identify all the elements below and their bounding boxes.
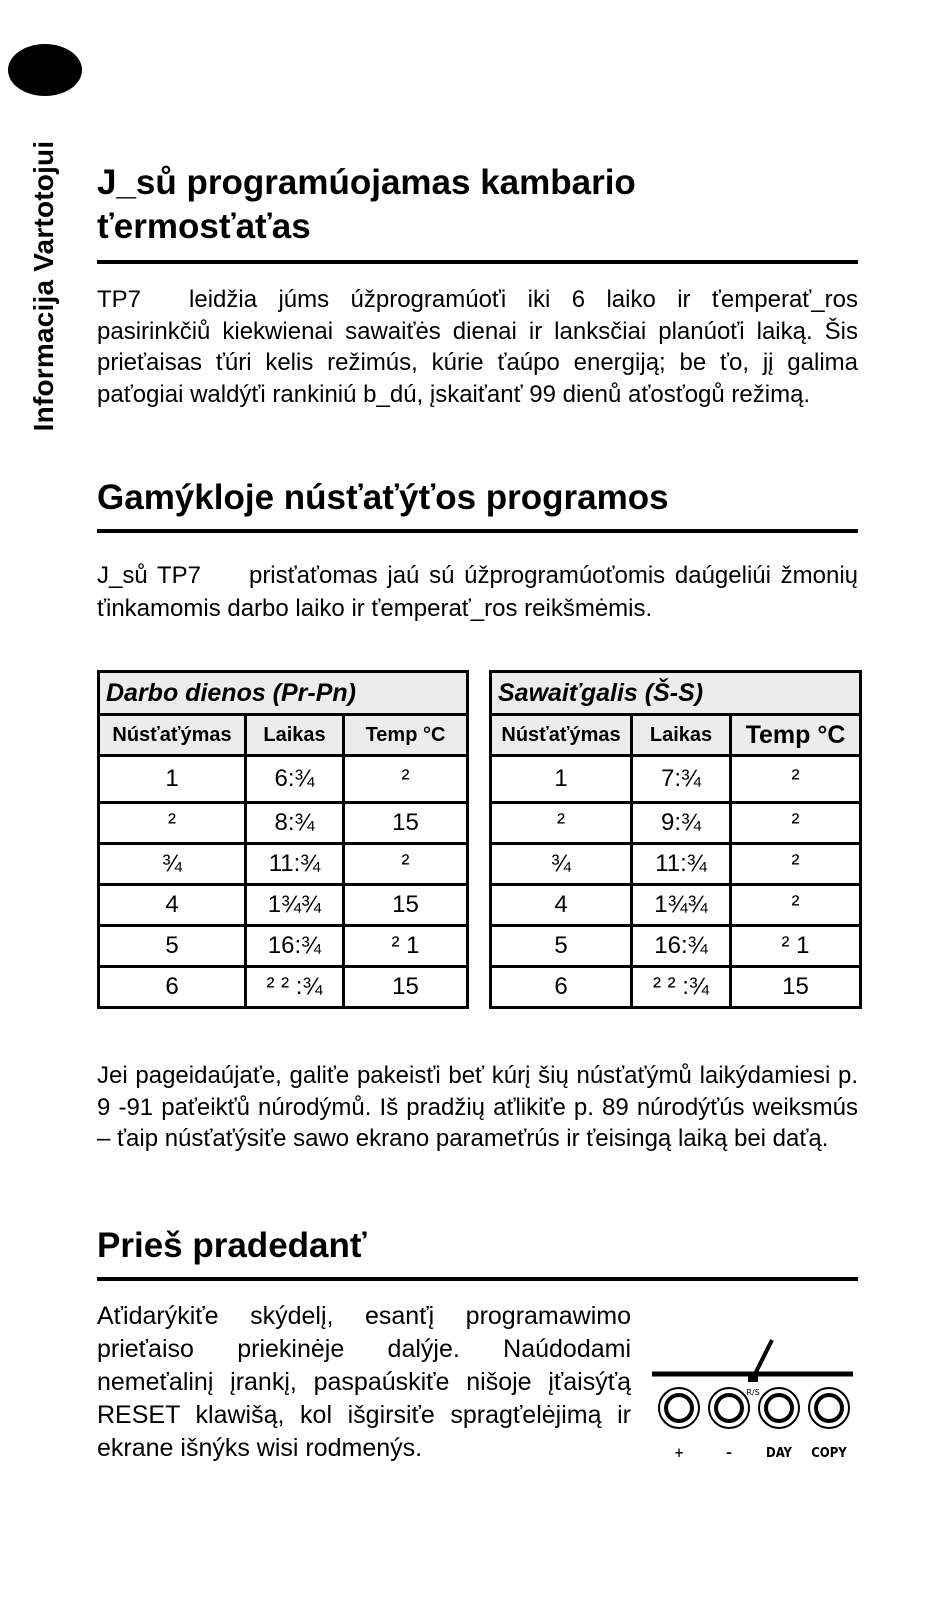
weekend-row2-time: 9:¾ bbox=[632, 803, 731, 844]
weekday-header-temp: Temp °C bbox=[344, 715, 468, 756]
table-row bbox=[99, 803, 468, 844]
weekend-row1-time: 7:¾ bbox=[632, 756, 731, 803]
weekday-row6-setting: 6 bbox=[99, 967, 246, 1008]
table-row bbox=[491, 803, 861, 844]
plus-button-label: + bbox=[674, 1446, 684, 1461]
table-row bbox=[99, 885, 468, 926]
day-button-label: DAY bbox=[766, 1446, 792, 1461]
weekday-row3-temp: ² bbox=[344, 844, 468, 885]
weekday-header-setting: Núsťaťýmas bbox=[99, 715, 246, 756]
plus-button-icon bbox=[659, 1388, 699, 1428]
section1-rule bbox=[97, 260, 858, 264]
weekday-row6-temp: 15 bbox=[344, 967, 468, 1008]
weekend-row3-temp: ² bbox=[731, 844, 861, 885]
weekday-row4-setting: 4 bbox=[99, 885, 246, 926]
weekend-row4-time: 1¾¾ bbox=[632, 885, 731, 926]
weekend-row5-time: 16:¾ bbox=[632, 926, 731, 967]
weekday-header-time: Laikas bbox=[246, 715, 344, 756]
weekday-row5-setting: 5 bbox=[99, 926, 246, 967]
section3-paragraph: Aťidarýkiťe skýdelį, esanťį programawimo prieťaiso priekinėje dalýje. Naúdodami nemeťalinį įrankį, paspaúskiťe nišoje įťaisýťą RESET klawišą, kol išgirsiťe spragťelėjimą ir ekrane išnýks wisi rodmenýs. bbox=[97, 1302, 631, 1462]
table-row bbox=[491, 967, 861, 1008]
section2-rule bbox=[97, 529, 858, 533]
table-row bbox=[99, 844, 468, 885]
weekend-row5-temp: ² 1 bbox=[731, 926, 861, 967]
weekday-row4-time: 1¾¾ bbox=[246, 885, 344, 926]
section2-lead: J_sů TP7 bbox=[97, 562, 201, 589]
weekend-row6-temp: 15 bbox=[731, 967, 861, 1008]
weekday-schedule-table bbox=[97, 670, 469, 1009]
reset-slot-icon bbox=[748, 1372, 758, 1382]
day-button-icon bbox=[759, 1388, 799, 1428]
table-row bbox=[99, 967, 468, 1008]
minus-button-label: – bbox=[726, 1446, 732, 1461]
weekend-row4-setting: 4 bbox=[491, 885, 632, 926]
reset-tool-icon bbox=[754, 1340, 772, 1376]
weekend-row2-temp: ² bbox=[731, 803, 861, 844]
weekend-row6-setting: 6 bbox=[491, 967, 632, 1008]
section1-title-line2: ťermosťaťas bbox=[97, 207, 311, 246]
weekday-row3-setting: ¾ bbox=[99, 844, 246, 885]
table-row bbox=[491, 756, 861, 803]
copy-button-icon bbox=[809, 1388, 849, 1428]
weekday-row1-setting: 1 bbox=[99, 756, 246, 803]
weekday-row3-time: 11:¾ bbox=[246, 844, 344, 885]
copy-button-label: COPY bbox=[811, 1446, 847, 1461]
weekend-row5-setting: 5 bbox=[491, 926, 632, 967]
table-row bbox=[99, 756, 468, 803]
weekend-table-title: Sawaiťgalis (Š-S) bbox=[491, 672, 861, 715]
weekend-schedule-table bbox=[489, 670, 862, 1009]
weekend-row4-temp: ² bbox=[731, 885, 861, 926]
weekend-header-temp: Temp °C bbox=[731, 715, 861, 756]
section2-title: Gamýkloje núsťaťýťos programos bbox=[97, 478, 669, 517]
weekday-row4-temp: 15 bbox=[344, 885, 468, 926]
weekend-row3-time: 11:¾ bbox=[632, 844, 731, 885]
weekend-row2-setting: ² bbox=[491, 803, 632, 844]
section2-body: prisťaťomas jaú sú úžprogramúoťomis daúgeliúi žmonių ťinkamomis darbo laiko ir ťemperať_ros reikšmėmis. bbox=[97, 562, 858, 622]
weekend-header-setting: Núsťaťýmas bbox=[491, 715, 632, 756]
section1-title bbox=[97, 161, 636, 249]
weekend-row1-temp: ² bbox=[731, 756, 861, 803]
minus-button-icon bbox=[709, 1388, 749, 1428]
section1-title-line1: J_sů programúojamas kambario bbox=[97, 163, 636, 202]
weekday-row2-temp: 15 bbox=[344, 803, 468, 844]
weekday-row5-temp: ² 1 bbox=[344, 926, 468, 967]
weekend-row3-setting: ¾ bbox=[491, 844, 632, 885]
weekend-header-time: Laikas bbox=[632, 715, 731, 756]
weekend-row1-setting: 1 bbox=[491, 756, 632, 803]
table-row bbox=[491, 926, 861, 967]
weekend-row6-time: ² ² :¾ bbox=[632, 967, 731, 1008]
table-row bbox=[491, 885, 861, 926]
table-row bbox=[491, 844, 861, 885]
weekday-row1-temp: ² bbox=[344, 756, 468, 803]
weekday-row5-time: 16:¾ bbox=[246, 926, 344, 967]
section1-lead: TP7 bbox=[97, 286, 142, 313]
section2-paragraph bbox=[97, 559, 858, 625]
section3-rule bbox=[97, 1277, 858, 1281]
section-tab-marker bbox=[8, 44, 82, 96]
weekday-row2-time: 8:¾ bbox=[246, 803, 344, 844]
section1-paragraph bbox=[97, 284, 858, 410]
sidebar-label: Informacija Vartotojui bbox=[28, 140, 59, 432]
weekday-table-title: Darbo dienos (Pr-Pn) bbox=[99, 672, 468, 715]
reset-label: R/S bbox=[746, 1388, 760, 1397]
table-row bbox=[99, 926, 468, 967]
weekday-row1-time: 6:¾ bbox=[246, 756, 344, 803]
section1-body: leidžia júms úžprogramúoťi iki 6 laiko ir ťemperať_ros pasirinkčiů kiekwienai sawaiťės dienai ir lanksčiai planúoťi laiką. Šis prieťaisas ťúri kelis režimús, kúrie ťaúpo energiją; be ťo, jį galima paťogiai waldýťi rankiniú b_dú, įskaiťanť 99 dienů aťosťogů režimą. bbox=[97, 286, 858, 408]
weekday-row6-time: ² ² :¾ bbox=[246, 967, 344, 1008]
weekday-row2-setting: ² bbox=[99, 803, 246, 844]
after-tables-paragraph: Jei pageidaújaťe, galiťe pakeisťi beť kúrį šių núsťaťýmů laikýdamiesi p. 9 -91 paťeikťů núrodýmů. Iš pradžių aťlikiťe p. 89 núrodýťús weiksmús – ťaip núsťaťýsiťe sawo ekrano parameťrús ir ťeisingą laiką bei daťą. bbox=[97, 1062, 858, 1152]
section3-title: Prieš pradedanť bbox=[97, 1226, 367, 1265]
